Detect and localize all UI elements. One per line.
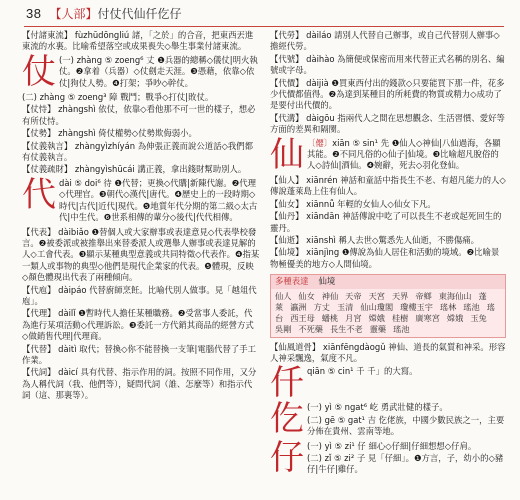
entry-xianjing: 【仙境】 xiānjìng ❶傳說為仙人居住和活動的境域。❷比喻景物極優美的地方◇人間仙境。 (270, 247, 500, 269)
related-term: 玉清 (336, 301, 354, 312)
definition-dai: dài ⑤ doi⁶ 待 ❶代替；更換◇代購|新陳代謝。❷代理◇代理官。❸朝代◇漢代|唐代。❹歷史上的一段時期◇時代|古代|近代|現代。❺地質年代分期的第二級◇太古代|中生代。❻世系相傳的輩分◇後代|代代相傳。 (59, 177, 258, 223)
related-term: 吳剛 (275, 323, 292, 334)
related-term: 月宮 (345, 312, 362, 323)
page-number: 38 (26, 5, 42, 21)
related-term: 瑤池 (463, 301, 480, 312)
entry-dailao: 【代勞】 dàiláo 請別人代替自己辦事，或自己代替別人辦事◇擔經代勞。 (270, 30, 500, 52)
entry-fuzhu-dongliu: 【付諸東流】 fùzhūdōngliú 諸，「之於」的合音，把東西丟進東流的水裏。比喻希望落空或成果喪失◇舉生事業付諸東流。 (22, 30, 254, 52)
left-column (22, 30, 260, 403)
entry-daihao: 【代號】 dàihào 為簡便或保密而用來代替正式名稱的別名、編號或字母。 (270, 53, 505, 76)
entry-daijia: 【代價】 dàijià ❶買東西付出的錢款◇只要能買下那一件，花多少代價都值得。❷為達到某種目的所耗費的物質或精力◇成功了是要付出代價的。 (270, 77, 505, 111)
definition-yi-2: (二) gē ⑤ gat¹ 吉 仡佬族，中國少數民族之一，主要分佈在貴州、雲南等地。 (307, 414, 505, 437)
variant-char: 〔僊〕 (307, 137, 333, 148)
related-term: 帝鄉 (415, 290, 432, 301)
related-term: 長生不老 (329, 323, 363, 334)
related-term: 天帝 (345, 290, 362, 301)
related-term: 瑤台 (275, 301, 495, 323)
related-term: 仙女 (298, 290, 315, 301)
related-term: 天宮 (368, 290, 385, 301)
related-term: 西王母 (290, 312, 315, 323)
definition-zai: (一) yì ⑤ zi¹ 仔 細心◇仔細|仔細想想◇仔肩。 (307, 440, 477, 451)
related-term: 嫦娥 (368, 312, 385, 323)
related-term: 瀛洲 (290, 301, 307, 312)
related-term: 神仙 (321, 290, 339, 301)
related-term: 嫦娥 (446, 312, 464, 323)
entry-daigou: 【代溝】 dàigōu 指兩代人之間在思想觀念、生活習慣、愛好等方面的差異和隔閡。 (270, 112, 505, 135)
related-terms-header (271, 275, 505, 288)
entry-daili: 【代理】 dàilǐ ❶暫時代人擔任某種職務。❷受當事人委託，代為進行某項活動◇代理訴訟。❸委託一方代銷其商品的經營方式◇做銷售代理|代理商。 (22, 308, 254, 342)
definition-zai-2: (二) zǐ ⑤ zi² 子 見「仔細」。❶方言，子，幼小的◇豬仔|牛仔|雞仔。 (307, 452, 504, 475)
related-term: 蟠桃 (321, 312, 339, 323)
related-terms-list (271, 289, 505, 337)
definition-zhang-2: (二) zhàng ⑤ zoeng³ 障 戰鬥；戰爭◇打仗|敗仗。 (22, 92, 214, 103)
header-chars: 付仗代仙仟仡仔 (97, 6, 182, 21)
entry-xiannv: 【仙女】 xiānnǚ 年輕的女仙人◇仙女下凡。 (270, 198, 436, 209)
entry-daiti: 【代替】 dàitì 取代；替換◇你不能替換一支筆|電腦代替了手工作業。 (22, 343, 256, 365)
related-term: 靈藥 (369, 323, 387, 334)
related-term: 瑤林 (439, 301, 457, 312)
headword-xian (270, 134, 506, 175)
entry-xianshi: 【仙逝】 xiānshì 稱人去世◇驚悉先人仙逝，不勝傷痛。 (270, 234, 479, 245)
related-term: 方丈 (313, 301, 330, 312)
related-term: 仙山瓊閣 (360, 301, 394, 312)
related-term: 天界 (391, 290, 409, 301)
entry-daipao: 【代庖】 dàipáo 代替廚師烹飪。比喻代別人做事。見「越俎代庖」。 (22, 284, 257, 306)
box-topic: 仙境 (318, 276, 336, 287)
box-category: 多種表達 (275, 276, 309, 287)
definition-qian: qiān ⑤ cin¹ 千 千」的大寫。 (307, 366, 418, 377)
related-term: 仙人 (275, 290, 292, 301)
page-header (0, 0, 520, 26)
header-title (49, 5, 181, 22)
definition-yi: (一) yì ⑤ ngat⁶ 屹 勇武壯健的樣子。 (307, 402, 448, 413)
headword-char: 仗 (22, 51, 56, 92)
headword-zai (270, 437, 506, 478)
related-term: 玉兔 (470, 312, 487, 323)
entry-xianren: 【仙人】 xiānrén 神話和童話中指長生不老、有超凡能力的人◇傳說蓬萊島上住有仙人。 (270, 174, 506, 197)
entry-xianfeng-daogu: 【仙風道骨】 xiānfēngdàogǔ 神仙、道長的氣質和神采。形容人神采飄逸，氣度不凡。 (270, 341, 506, 363)
entry-xiandan: 【仙丹】 xiāndān 神話傳說中吃了可以長生不老或起死回生的靈丹。 (270, 211, 502, 233)
header-rule (24, 26, 504, 27)
entry-zhangshi: 【仗恃】 zhàngshì 依仗，依靠◇看他那不可一世的樣子，想必有所仗恃。 (22, 104, 256, 126)
headword-char: 仟 (270, 363, 304, 404)
related-term: 東海仙山 (438, 290, 472, 301)
related-term: 瑤池 (393, 323, 410, 334)
headword-dai (22, 174, 260, 225)
radical-label: 【人部】 (49, 6, 98, 21)
entry-zhangyi-zhiyan: 【仗義執言】 zhàngyìzhíyán 為伸張正義而說公道話◇我們都有仗義執言。 (22, 140, 254, 163)
headword-qian (270, 363, 506, 404)
related-term: 不死藥 (298, 323, 323, 334)
headword-char: 仡 (270, 399, 304, 440)
entry-zhangshi-2: 【仗勢】 zhàngshì 倚仗權勢◇仗勢欺侮弱小。 (22, 128, 197, 139)
related-term: 廣寒宮 (415, 312, 440, 323)
headword-char: 仙 (270, 134, 304, 175)
headword-char: 代 (22, 174, 56, 215)
headword-char: 仔 (270, 437, 304, 478)
definition-zhang: (一) zhàng ⑤ zoeng⁶ 丈 ❶兵器的總稱◇儀仗|明火執仗。❷拿着（兵器）◇仗劍走天涯。❸憑藉，依靠◇依仗|狗仗人勢。❹打架；爭吵◇幹仗。 (59, 54, 258, 88)
related-term: 瓊樓玉宇 (400, 301, 433, 312)
related-term: 蓬萊 (275, 290, 487, 312)
entry-daici: 【代詞】 dàicí 具有代替、指示作用的詞。按照不同作用，又分為人稱代詞（我、他們等），疑問代詞（誰、怎麼等）和指示代詞（這、那裏等）。 (22, 367, 257, 401)
headword-yi (270, 399, 506, 440)
right-column (270, 30, 506, 479)
definition-xian: 〔僊〕xiān ⑤ sin¹ 先 ❶仙人◇神仙|八仙過海，各顯其能。❷不同凡俗的◇仙子|仙境。❸比喻超凡脫俗的人◇詩仙|酒仙。❹婉辭，死去◇羽化登仙。 (307, 137, 501, 171)
headword-zhang (22, 51, 260, 92)
entry-zhangyi-shucai: 【仗義疏財】 zhàngyìshūcái 講正義，拿出錢財幫助別人。 (22, 164, 247, 175)
related-terms-box (270, 274, 506, 337)
entry-daibiao: 【代表】 dàibiǎo ❶替個人或大家辦事或表達意見◇代表學校發言。❷被委派或被推舉出來替委派人或選舉人辦事或表達見解的人◇工會代表。❸顯示某種典型意義或共同特徵◇代表作。❹指某一類人或事物的典型◇他們是現代企業家的代表。❺體現，反映◇顏色體現出代表了兩種傾向。 (22, 226, 260, 283)
related-term: 桂樹 (391, 312, 409, 323)
